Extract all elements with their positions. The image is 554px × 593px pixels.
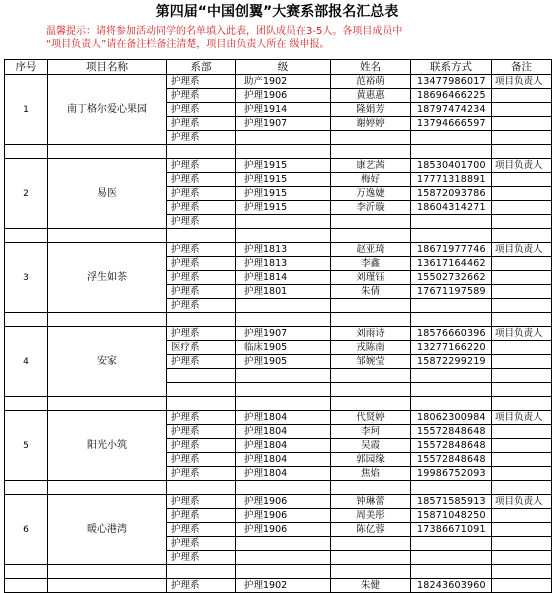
- empty-cell: [236, 145, 331, 159]
- empty-cell: [492, 313, 552, 327]
- cell-class[interactable]: 护理1804: [236, 439, 331, 453]
- cell-class[interactable]: 护理1804: [236, 411, 331, 425]
- cell-index[interactable]: 4: [5, 327, 48, 397]
- table-row: [5, 159, 552, 173]
- cell-name[interactable]: 康艺茜: [331, 159, 411, 173]
- cell-note[interactable]: [492, 579, 552, 593]
- cell-phone[interactable]: [411, 131, 492, 145]
- cell-name[interactable]: 朱倩: [331, 285, 411, 299]
- cell-class[interactable]: 护理1813: [236, 257, 331, 271]
- cell-note[interactable]: [492, 103, 552, 117]
- cell-index[interactable]: [5, 579, 48, 593]
- cell-name[interactable]: 万逸婕: [331, 187, 411, 201]
- cell-note[interactable]: 项目负责人: [492, 411, 552, 425]
- cell-name[interactable]: 朱健: [331, 579, 411, 593]
- cell-class[interactable]: 护理1801: [236, 285, 331, 299]
- cell-index[interactable]: 3: [5, 243, 48, 313]
- empty-cell: [5, 313, 48, 327]
- empty-cell: [167, 229, 236, 243]
- cell-name[interactable]: [331, 215, 411, 229]
- cell-name[interactable]: 李鑫: [331, 257, 411, 271]
- empty-cell: [492, 397, 552, 411]
- cell-dept[interactable]: 护理系: [167, 201, 236, 215]
- cell-name[interactable]: 代贤婷: [331, 411, 411, 425]
- cell-index[interactable]: 1: [5, 75, 48, 145]
- cell-dept[interactable]: 护理系: [167, 495, 236, 509]
- header-name: 姓名: [331, 60, 411, 75]
- cell-note[interactable]: 项目负责人: [492, 75, 552, 89]
- cell-project[interactable]: 阳光小筑: [48, 411, 167, 481]
- cell-phone[interactable]: 18671977746: [411, 243, 492, 257]
- cell-phone[interactable]: 18243603960: [411, 579, 492, 593]
- cell-class[interactable]: 护理1804: [236, 467, 331, 481]
- cell-class[interactable]: [236, 537, 331, 551]
- cell-note[interactable]: [492, 173, 552, 187]
- empty-cell: [411, 397, 492, 411]
- empty-cell: [5, 145, 48, 159]
- cell-dept[interactable]: 护理系: [167, 537, 236, 551]
- cell-phone[interactable]: 15872093786: [411, 187, 492, 201]
- cell-dept[interactable]: 护理系: [167, 411, 236, 425]
- empty-cell: [236, 397, 331, 411]
- cell-note[interactable]: 项目负责人: [492, 243, 552, 257]
- cell-dept[interactable]: [167, 369, 236, 383]
- cell-class[interactable]: 护理1804: [236, 425, 331, 439]
- cell-dept[interactable]: 护理系: [167, 159, 236, 173]
- cell-project[interactable]: 暖心港湾: [48, 495, 167, 565]
- cell-phone[interactable]: 15871048250: [411, 509, 492, 523]
- cell-note[interactable]: 项目负责人: [492, 159, 552, 173]
- cell-note[interactable]: [492, 285, 552, 299]
- cell-note[interactable]: [492, 299, 552, 313]
- cell-dept[interactable]: 护理系: [167, 579, 236, 593]
- cell-dept[interactable]: 护理系: [167, 467, 236, 481]
- cell-class[interactable]: [236, 131, 331, 145]
- empty-cell: [331, 313, 411, 327]
- group-separator-row: [5, 397, 552, 411]
- cell-phone[interactable]: [411, 215, 492, 229]
- cell-note[interactable]: [492, 341, 552, 355]
- header-project: 项目名称: [48, 60, 167, 75]
- cell-dept[interactable]: 护理系: [167, 271, 236, 285]
- cell-note[interactable]: [492, 509, 552, 523]
- empty-cell: [5, 481, 48, 495]
- cell-project[interactable]: 南丁格尔爱心果园: [48, 75, 167, 145]
- cell-phone[interactable]: 18696466225: [411, 89, 492, 103]
- empty-cell: [331, 229, 411, 243]
- cell-dept[interactable]: 护理系: [167, 89, 236, 103]
- empty-cell: [492, 565, 552, 579]
- cell-note[interactable]: [492, 523, 552, 537]
- empty-cell: [48, 565, 167, 579]
- empty-cell: [492, 145, 552, 159]
- cell-dept[interactable]: 护理系: [167, 523, 236, 537]
- cell-name[interactable]: 谢婷婷: [331, 117, 411, 131]
- cell-name[interactable]: 黄惠惠: [331, 89, 411, 103]
- cell-class[interactable]: [236, 369, 331, 383]
- cell-note[interactable]: [492, 425, 552, 439]
- cell-name[interactable]: [331, 551, 411, 565]
- cell-project[interactable]: 安家: [48, 327, 167, 397]
- cell-class[interactable]: 护理1905: [236, 355, 331, 369]
- cell-note[interactable]: [492, 215, 552, 229]
- group-separator-row: [5, 565, 552, 579]
- cell-phone[interactable]: 15872299219: [411, 355, 492, 369]
- cell-class[interactable]: 护理1915: [236, 187, 331, 201]
- cell-class[interactable]: 护理1915: [236, 201, 331, 215]
- cell-dept[interactable]: 护理系: [167, 299, 236, 313]
- cell-phone[interactable]: [411, 383, 492, 397]
- cell-class[interactable]: 护理1906: [236, 495, 331, 509]
- cell-class[interactable]: 护理1907: [236, 117, 331, 131]
- cell-name[interactable]: 梅好: [331, 173, 411, 187]
- header-note: 备注: [492, 60, 552, 75]
- cell-note[interactable]: [492, 369, 552, 383]
- cell-dept[interactable]: 护理系: [167, 355, 236, 369]
- cell-note[interactable]: [492, 257, 552, 271]
- cell-dept[interactable]: 护理系: [167, 453, 236, 467]
- cell-class[interactable]: 护理1804: [236, 453, 331, 467]
- cell-name[interactable]: 周美彤: [331, 509, 411, 523]
- cell-dept[interactable]: 护理系: [167, 327, 236, 341]
- cell-dept[interactable]: 护理系: [167, 215, 236, 229]
- cell-class[interactable]: 护理1906: [236, 89, 331, 103]
- cell-phone[interactable]: 18571585913: [411, 495, 492, 509]
- cell-dept[interactable]: 护理系: [167, 187, 236, 201]
- cell-note[interactable]: [492, 453, 552, 467]
- empty-cell: [331, 145, 411, 159]
- empty-cell: [411, 565, 492, 579]
- empty-cell: [331, 397, 411, 411]
- cell-name[interactable]: [331, 369, 411, 383]
- group-separator-row: [5, 481, 552, 495]
- cell-phone[interactable]: 15572848648: [411, 439, 492, 453]
- cell-class[interactable]: 护理1914: [236, 103, 331, 117]
- cell-note[interactable]: [492, 117, 552, 131]
- cell-index[interactable]: 5: [5, 411, 48, 481]
- cell-phone[interactable]: 18062300984: [411, 411, 492, 425]
- cell-class[interactable]: [236, 215, 331, 229]
- cell-class[interactable]: 护理1915: [236, 173, 331, 187]
- cell-phone[interactable]: 18604314271: [411, 201, 492, 215]
- empty-cell: [492, 229, 552, 243]
- empty-cell: [236, 229, 331, 243]
- group-separator-row: [5, 313, 552, 327]
- cell-project[interactable]: 浮生如茶: [48, 243, 167, 313]
- empty-cell: [5, 229, 48, 243]
- cell-note[interactable]: [492, 271, 552, 285]
- cell-class[interactable]: 护理1906: [236, 523, 331, 537]
- cell-note[interactable]: [492, 467, 552, 481]
- cell-phone[interactable]: 17386671091: [411, 523, 492, 537]
- cell-name[interactable]: 刘雨诗: [331, 327, 411, 341]
- cell-name[interactable]: 郭园缘: [331, 453, 411, 467]
- cell-class[interactable]: [236, 299, 331, 313]
- cell-name[interactable]: 范裕萌: [331, 75, 411, 89]
- cell-name[interactable]: 邹婉莹: [331, 355, 411, 369]
- cell-project[interactable]: 易医: [48, 159, 167, 229]
- cell-phone[interactable]: 15572848648: [411, 425, 492, 439]
- table-row: [5, 243, 552, 257]
- cell-dept[interactable]: 护理系: [167, 173, 236, 187]
- empty-cell: [167, 313, 236, 327]
- cell-name[interactable]: 钟琳蕾: [331, 495, 411, 509]
- cell-phone[interactable]: 18797474234: [411, 103, 492, 117]
- cell-dept[interactable]: [167, 383, 236, 397]
- cell-phone[interactable]: 17771318891: [411, 173, 492, 187]
- table-header-row: [5, 60, 552, 75]
- group-separator-row: [5, 229, 552, 243]
- cell-phone[interactable]: 17671197589: [411, 285, 492, 299]
- table-row: [5, 327, 552, 341]
- cell-dept[interactable]: 护理系: [167, 131, 236, 145]
- registration-table: [4, 59, 552, 593]
- notice-line-1: 温馨提示：请将参加活动同学的名单填入此表，团队成员在3-5人。各项目成员中: [46, 26, 403, 37]
- table-row: [5, 495, 552, 509]
- cell-note[interactable]: [492, 131, 552, 145]
- cell-name[interactable]: 李沂璇: [331, 201, 411, 215]
- cell-phone[interactable]: 13477986017: [411, 75, 492, 89]
- cell-note[interactable]: [492, 551, 552, 565]
- empty-cell: [48, 481, 167, 495]
- empty-cell: [492, 481, 552, 495]
- cell-name[interactable]: 赵亚琦: [331, 243, 411, 257]
- cell-note[interactable]: [492, 383, 552, 397]
- notice-line-2: “项目负责人”请在备注栏备注清楚，项目由负责人所在 级申报。: [46, 39, 330, 50]
- cell-dept[interactable]: 护理系: [167, 75, 236, 89]
- cell-phone[interactable]: 18530401700: [411, 159, 492, 173]
- cell-phone[interactable]: 15572848648: [411, 453, 492, 467]
- cell-name[interactable]: 刘瑾钰: [331, 271, 411, 285]
- cell-phone[interactable]: [411, 369, 492, 383]
- cell-note[interactable]: [492, 187, 552, 201]
- cell-note[interactable]: [492, 201, 552, 215]
- cell-name[interactable]: 李珂: [331, 425, 411, 439]
- table-row: [5, 579, 552, 593]
- empty-cell: [167, 397, 236, 411]
- cell-dept[interactable]: 护理系: [167, 257, 236, 271]
- header-index: 序号: [5, 60, 48, 75]
- cell-class[interactable]: 护理1906: [236, 509, 331, 523]
- cell-phone[interactable]: [411, 551, 492, 565]
- cell-name[interactable]: 吴霞: [331, 439, 411, 453]
- cell-name[interactable]: 陈亿蓉: [331, 523, 411, 537]
- cell-class[interactable]: 护理1915: [236, 159, 331, 173]
- cell-class[interactable]: 临床1905: [236, 341, 331, 355]
- cell-phone[interactable]: [411, 299, 492, 313]
- cell-note[interactable]: [492, 439, 552, 453]
- cell-name[interactable]: 焦焰: [331, 467, 411, 481]
- cell-dept[interactable]: 护理系: [167, 425, 236, 439]
- cell-phone[interactable]: 13617164462: [411, 257, 492, 271]
- empty-cell: [48, 229, 167, 243]
- empty-cell: [167, 145, 236, 159]
- cell-name[interactable]: [331, 537, 411, 551]
- cell-dept[interactable]: 护理系: [167, 243, 236, 257]
- cell-name[interactable]: 戎陈南: [331, 341, 411, 355]
- cell-dept[interactable]: 护理系: [167, 117, 236, 131]
- notice-text: [46, 25, 516, 51]
- cell-dept[interactable]: 护理系: [167, 103, 236, 117]
- empty-cell: [5, 397, 48, 411]
- empty-cell: [48, 397, 167, 411]
- empty-cell: [5, 565, 48, 579]
- cell-phone[interactable]: 13794666597: [411, 117, 492, 131]
- empty-cell: [411, 229, 492, 243]
- cell-project[interactable]: [48, 579, 167, 593]
- empty-cell: [236, 481, 331, 495]
- table-row: [5, 75, 552, 89]
- cell-dept[interactable]: 护理系: [167, 551, 236, 565]
- empty-cell: [411, 313, 492, 327]
- empty-cell: [236, 313, 331, 327]
- cell-name[interactable]: [331, 299, 411, 313]
- cell-note[interactable]: [492, 537, 552, 551]
- empty-cell: [236, 565, 331, 579]
- cell-dept[interactable]: 护理系: [167, 509, 236, 523]
- empty-cell: [331, 481, 411, 495]
- cell-phone[interactable]: [411, 537, 492, 551]
- cell-name[interactable]: [331, 383, 411, 397]
- empty-cell: [411, 481, 492, 495]
- table-row: [5, 411, 552, 425]
- cell-phone[interactable]: 13277166220: [411, 341, 492, 355]
- cell-note[interactable]: 项目负责人: [492, 495, 552, 509]
- cell-class[interactable]: 助产1902: [236, 75, 331, 89]
- empty-cell: [411, 145, 492, 159]
- empty-cell: [331, 565, 411, 579]
- cell-name[interactable]: [331, 131, 411, 145]
- cell-dept[interactable]: 医疗系: [167, 341, 236, 355]
- group-separator-row: [5, 145, 552, 159]
- cell-note[interactable]: [492, 355, 552, 369]
- cell-note[interactable]: [492, 89, 552, 103]
- empty-cell: [167, 565, 236, 579]
- cell-index[interactable]: 2: [5, 159, 48, 229]
- cell-name[interactable]: 隆娟芳: [331, 103, 411, 117]
- sheet-title: 第四届“中国创翼”大赛系部报名汇总表: [155, 4, 399, 20]
- empty-cell: [48, 145, 167, 159]
- cell-phone[interactable]: 19986752093: [411, 467, 492, 481]
- cell-class[interactable]: [236, 383, 331, 397]
- table-body: [5, 75, 552, 593]
- cell-phone[interactable]: 15502732662: [411, 271, 492, 285]
- header-dept: 系部: [167, 60, 236, 75]
- cell-class[interactable]: 护理1813: [236, 243, 331, 257]
- cell-class[interactable]: 护理1907: [236, 327, 331, 341]
- cell-phone[interactable]: 18576660396: [411, 327, 492, 341]
- cell-class[interactable]: 护理1814: [236, 271, 331, 285]
- header-phone: 联系方式: [411, 60, 492, 75]
- cell-class[interactable]: [236, 551, 331, 565]
- cell-class[interactable]: 护理1902: [236, 579, 331, 593]
- cell-note[interactable]: 项目负责人: [492, 327, 552, 341]
- cell-dept[interactable]: 护理系: [167, 285, 236, 299]
- cell-index[interactable]: 6: [5, 495, 48, 565]
- cell-dept[interactable]: 护理系: [167, 439, 236, 453]
- header-class: 级: [236, 60, 331, 75]
- empty-cell: [167, 481, 236, 495]
- empty-cell: [48, 313, 167, 327]
